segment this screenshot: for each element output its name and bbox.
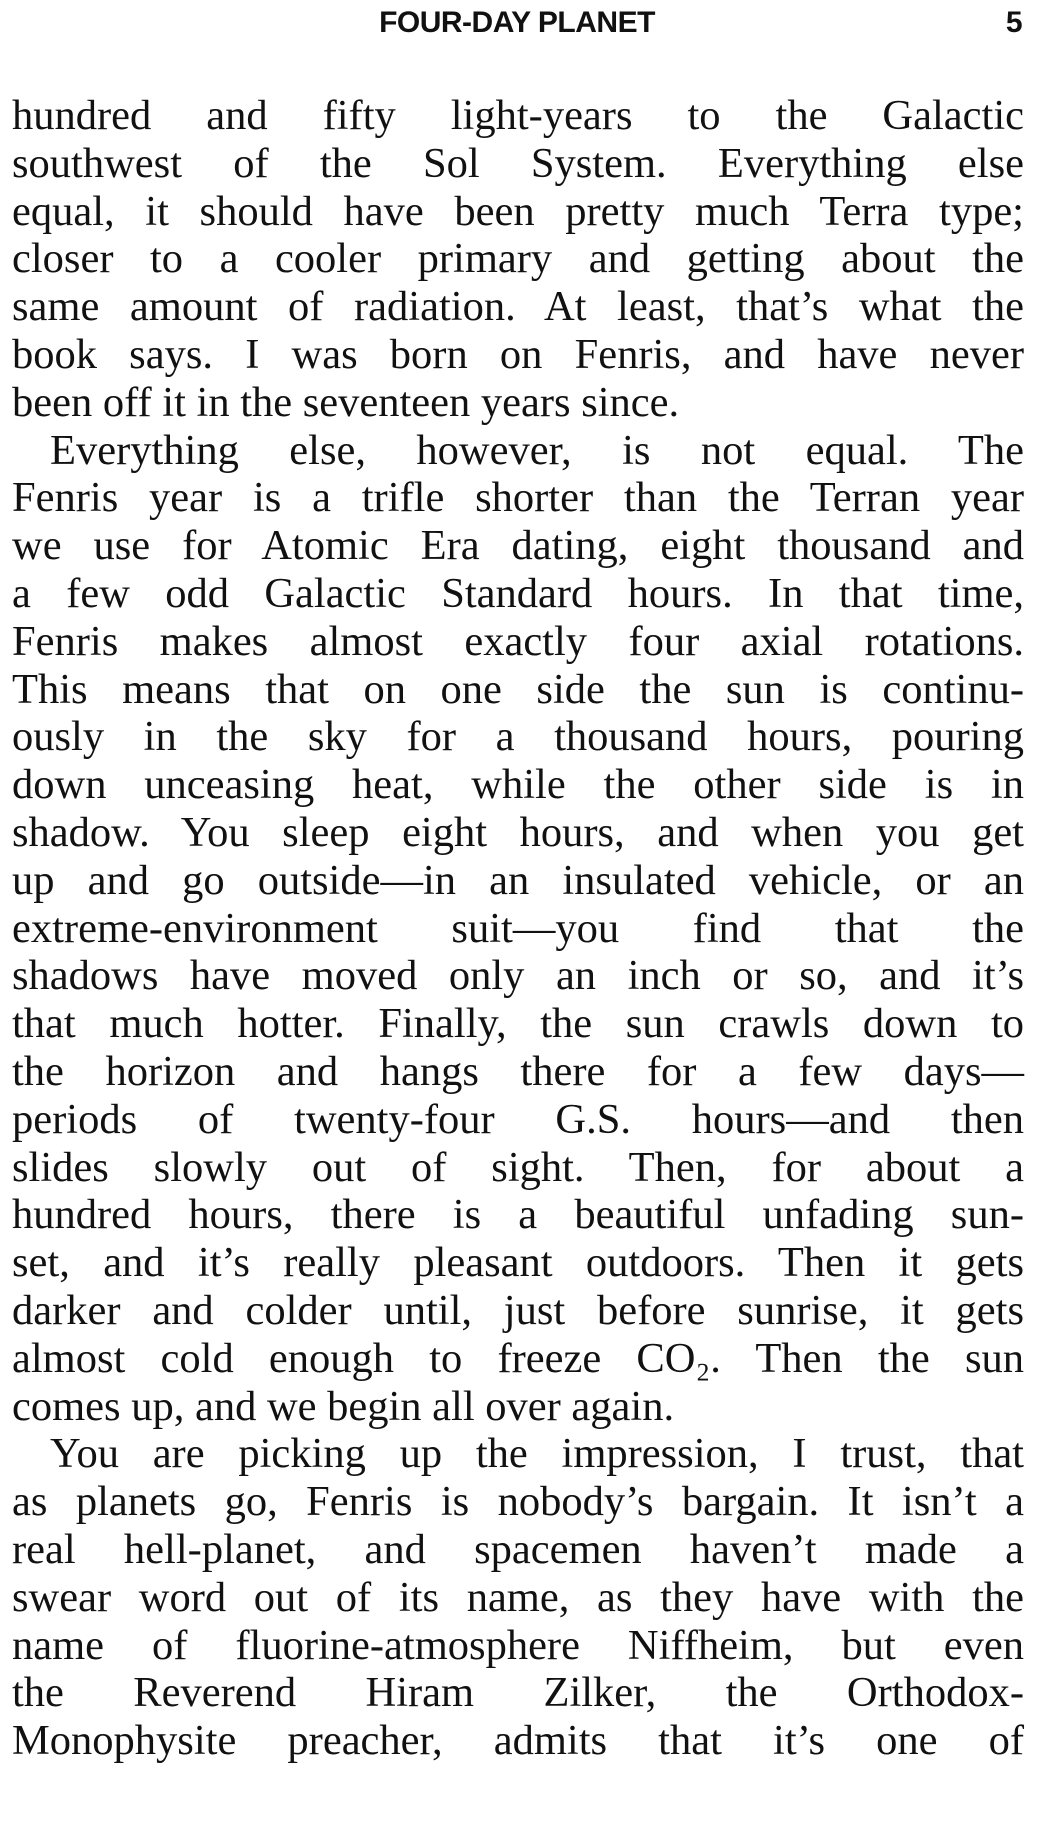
text-line: a few odd Galactic Standard hours. In that time, [12, 569, 1024, 617]
text-line: southwest of the Sol System. Everything else [12, 139, 1024, 187]
text-line: the Reverend Hiram Zilker, the Orthodox- [12, 1669, 1024, 1717]
running-title: FOUR-DAY PLANET [379, 6, 655, 39]
text-line: equal, it should have been pretty much Terra type; [12, 187, 1024, 235]
text-line: hundred hours, there is a beautiful unfading sun- [12, 1191, 1024, 1239]
text-line: shadows have moved only an inch or so, and it’s [12, 952, 1024, 1000]
text-line: Everything else, however, is not equal. The [50, 426, 1024, 474]
text-line: ously in the sky for a thousand hours, pouring [12, 713, 1024, 761]
text-line: extreme-environment suit—you find that the [12, 904, 1024, 952]
text-line: darker and colder until, just before sunrise, it gets [12, 1286, 1024, 1334]
text-line: slides slowly out of sight. Then, for about a [12, 1143, 1024, 1191]
text-line: as planets go, Fenris is nobody’s bargain. It isn’t a [12, 1478, 1024, 1526]
text-line: name of fluorine-atmosphere Niffheim, but even [12, 1621, 1024, 1669]
text-line: almost cold enough to freeze CO₂. Then the sun [12, 1334, 1024, 1382]
text-line: up and go outside—in an insulated vehicle, or an [12, 856, 1024, 904]
text-line: book says. I was born on Fenris, and have never [12, 330, 1024, 378]
text-line: swear word out of its name, as they have with the [12, 1573, 1024, 1621]
text-line: real hell-planet, and spacemen haven’t made a [12, 1525, 1024, 1573]
text-line: the horizon and hangs there for a few days— [12, 1047, 1024, 1095]
text-line: same amount of radiation. At least, that’s what the [12, 283, 1024, 331]
text-line: Fenris makes almost exactly four axial rotations. [12, 617, 1024, 665]
text-line: Monophysite preacher, admits that it’s one of [12, 1717, 1024, 1765]
text-line: down unceasing heat, while the other side is in [12, 761, 1024, 809]
text-line: hundred and fifty light-years to the Galactic [12, 92, 1024, 139]
page-number: 5 [1005, 6, 1022, 39]
text-line: that much hotter. Finally, the sun crawls down to [12, 1000, 1024, 1048]
text-line: closer to a cooler primary and getting about the [12, 235, 1024, 283]
text-line: set, and it’s really pleasant outdoors. Then it gets [12, 1239, 1024, 1287]
text-line: we use for Atomic Era dating, eight thousand and [12, 522, 1024, 570]
body-text [12, 92, 1024, 1765]
text-line: Fenris year is a trifle shorter than the Terran year [12, 474, 1024, 522]
text-line: This means that on one side the sun is continu- [12, 665, 1024, 713]
text-line: You are picking up the impression, I trust, that [50, 1430, 1024, 1478]
running-head [12, 6, 1022, 46]
text-line: comes up, and we begin all over again. [12, 1382, 675, 1430]
text-line: shadow. You sleep eight hours, and when you get [12, 808, 1024, 856]
text-line: periods of twenty-four G.S. hours—and then [12, 1095, 1024, 1143]
text-line: been off it in the seventeen years since. [12, 378, 680, 426]
